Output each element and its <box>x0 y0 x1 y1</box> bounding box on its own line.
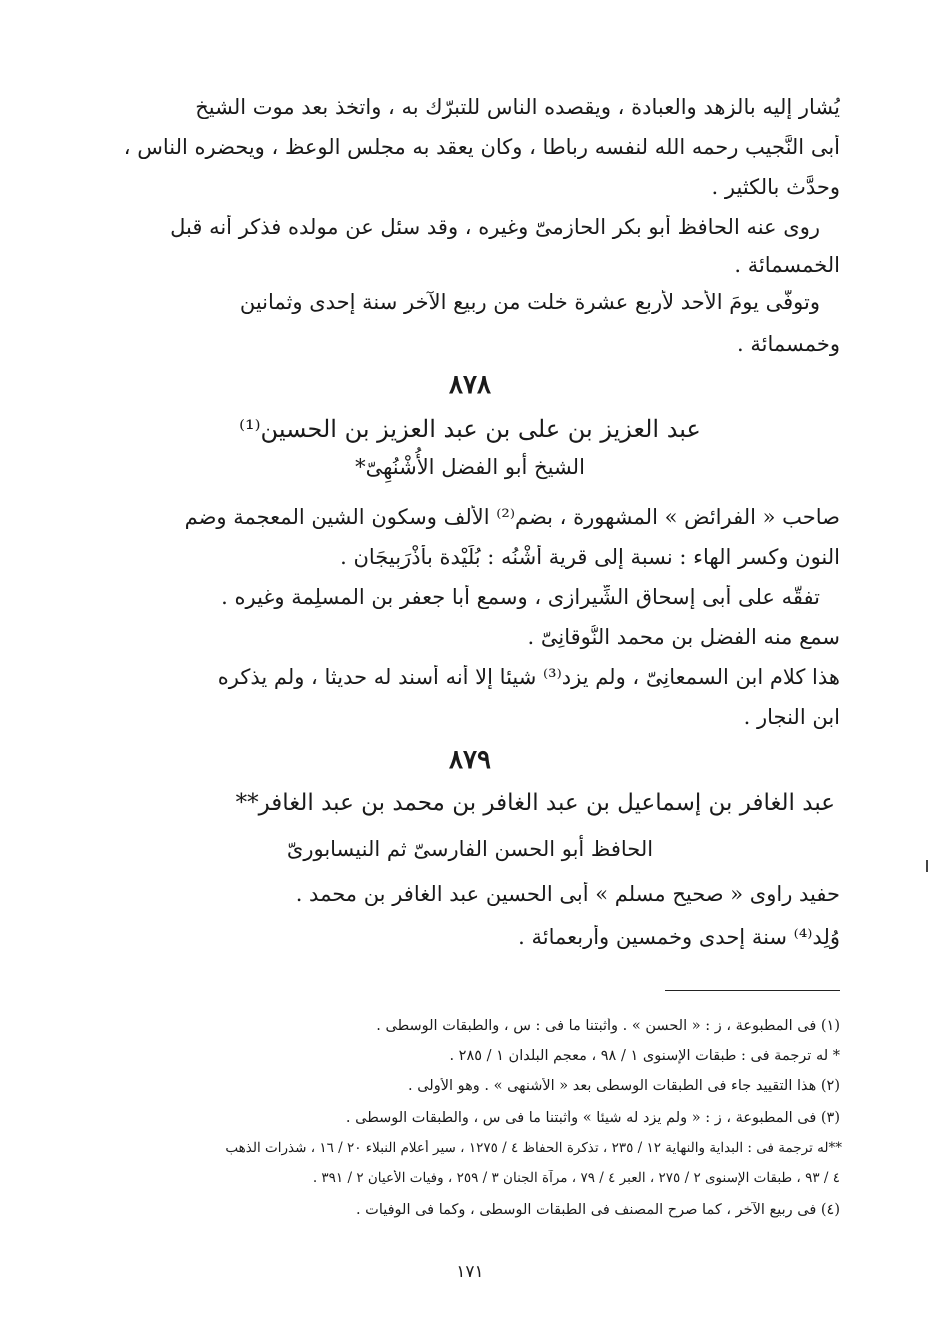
body-line: صاحب « الفرائض » المشهورة ، بضم⁽²⁾ الألف وسكون الشين المعجمة وضم <box>184 505 840 529</box>
entry-subtitle: الشيخ أبو الفضل الأُشْنُهِىّ* <box>355 455 585 479</box>
entry-subtitle: الحافظ أبو الحسن الفارسىّ ثم النيسابورىّ <box>286 837 654 861</box>
body-line: يُشار إليه بالزهد والعبادة ، ويقصده الناس للتبرّك به ، واتخذ بعد موت الشيخ <box>195 95 840 119</box>
body-line: وحدَّث بالكثير . <box>711 175 840 199</box>
body-line: تفقّه على أبى إسحاق الشِّيرازى ، وسمع أبا جعفر بن المسلِمة وغيره . <box>221 585 820 609</box>
footnote: (٤) فى ربيع الآخر ، كما صرح المصنف فى الطبقات الوسطى ، وكما فى الوفيات . <box>355 1202 840 1218</box>
footnote: (١) فى المطبوعة ، ز : « الحسن » . وأثبتنا ما فى : س ، والطبقات الوسطى . <box>376 1018 840 1034</box>
body-line: هذا كلام ابن السمعانِىّ ، ولم يزد⁽³⁾ شيئا إلا أنه أسند له حديثا ، ولم يذكره <box>217 665 840 689</box>
footnote: **له ترجمة فى : البداية والنهاية ١٢ / ٢٣٥ ، تذكرة الحفاظ ٤ / ١٢٧٥ ، سير أعلام النبلاء ٢٠ / ١٦ ، شذرات الذهب <box>225 1140 842 1156</box>
body-line: النون وكسر الهاء : نسبة إلى قرية أُشْنُه : بُلَيْدة بأَذْرَبِيجَان . <box>340 545 840 569</box>
body-line: روى عنه الحافظ أبو بكر الحازمىّ وغيره ، وقد سئل عن مولده فذكر أنه قبل <box>170 215 820 239</box>
entry-title: عبد العزيز بن على بن عبد العزيز بن الحسين⁽¹⁾ <box>239 415 701 443</box>
footnote: * له ترجمة فى : طبقات الإسنوى ١ / ٩٨ ، معجم البلدان ١ / ٢٨٥ . <box>449 1048 840 1064</box>
body-line: ابن النجار . <box>743 705 840 729</box>
body-line: حفيد راوى « صحيح مسلم » أبى الحسين عبد الغافر بن محمد . <box>295 882 840 906</box>
body-line: الخمسمائة . <box>734 253 840 277</box>
body-line: وُلِد⁽⁴⁾ سنة إحدى وخمسين وأربعمائة . <box>518 925 840 949</box>
body-line: وخمسمائة . <box>737 332 840 356</box>
entry-number: ٨٧٨ <box>449 370 491 400</box>
body-line: وتوفّى يومَ الأحد لأربع عشرة خلت من ربيع الآخر سنة إحدى وثمانين <box>239 290 820 314</box>
body-line: أبى النَّجيب رحمه الله لنفسه رِباطا ، وكان يعقد به مجلس الوعظ ، ويحضره الناس ، <box>123 135 840 159</box>
footnote: (٣) فى المطبوعة ، ز : « ولم يزد له شيئا » وأثبتنا ما فى س ، والطبقات الوسطى . <box>345 1110 840 1126</box>
body-line: سمع منه الفضل بن محمد النُّوقانِىّ . <box>527 625 840 649</box>
margin-mark <box>926 860 928 872</box>
footnote-separator <box>665 990 840 991</box>
footnote: (٢) هذا التقييد جاء فى الطبقات الوسطى بعد « الأشنهى » . وهو الأولى . <box>407 1078 840 1094</box>
page-number: ١٧١ <box>456 1262 484 1282</box>
footnote: ٤ / ٩٣ ، طبقات الإسنوى ٢ / ٢٧٥ ، العبر ٤ / ٧٩ ، مرآة الجنان ٣ / ٢٥٩ ، وفيات الأعيان ٢ / ٣٩١ . <box>312 1170 840 1186</box>
entry-title: عبد الغافر بن إسماعيل بن عبد الغافر بن محمد بن عبد الغافر** <box>235 790 835 816</box>
entry-number: ٨٧٩ <box>449 745 491 775</box>
